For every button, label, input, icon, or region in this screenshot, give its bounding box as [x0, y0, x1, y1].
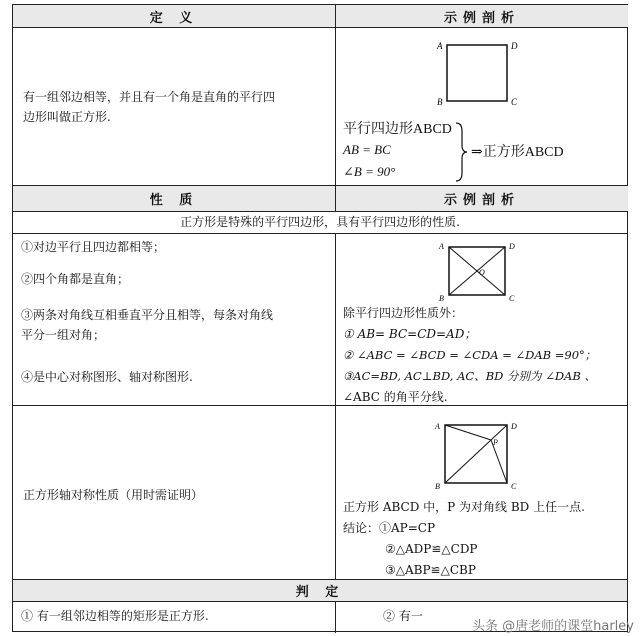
symmetry-line: ③△ABP≌△CBP [385, 563, 476, 577]
column-divider [335, 601, 336, 633]
column-divider [335, 233, 336, 579]
brace-icon [453, 121, 469, 183]
example-line: ③AC=BD, AC⊥BD, AC、BD 分别为 ∠DAB 、 [343, 369, 596, 383]
vertex-d: D [511, 41, 518, 51]
header-example-2: 示例剖析 [336, 186, 628, 211]
definition-line: 边形叫做正方形. [23, 110, 111, 124]
header-example: 示例剖析 [336, 5, 628, 27]
knowledge-table [12, 4, 628, 632]
header-property: 性 质 [13, 186, 335, 211]
property-2: ②四个角都是直角； [21, 272, 130, 286]
watermark: 头条 @唐老师的课堂harley [472, 619, 634, 634]
example-line: ① AB= BC=CD=AD； [343, 327, 477, 341]
diagonal-square-figure [433, 237, 525, 303]
vertex-a: A [435, 422, 440, 431]
vertex-b: B [435, 482, 440, 491]
symmetry-line: ②△ADP≌△CDP [385, 542, 478, 556]
example-line: ∠ABC 的角平分线. [343, 390, 448, 404]
example-line: ② ∠ABC = ∠BCD = ∠CDA = ∠DAB =90°； [343, 348, 597, 362]
property-example-text [343, 303, 627, 408]
vertex-c: C [509, 294, 515, 303]
judgement-right: ② 有一 [383, 609, 423, 623]
symmetry-line: 正方形 ABCD 中，P 为对角线 BD 上任一点. [343, 500, 585, 514]
property-4: ④是中心对称图形、轴对称图形. [21, 370, 193, 384]
judgement-left: ① 有一组邻边相等的矩形是正方形. [21, 609, 209, 623]
symmetry-line: 结论：①AP=CP [343, 521, 436, 535]
divider [13, 601, 627, 602]
header-definition: 定 义 [13, 5, 335, 27]
vertex-a: A [437, 41, 443, 51]
vertex-c: C [511, 97, 518, 107]
header-judgement: 判 定 [13, 580, 627, 601]
reason-conclusion: ⇒正方形ABCD [471, 145, 564, 160]
property-3-line: 平分一组对角； [21, 328, 106, 342]
vertex-b: B [439, 294, 444, 303]
definition-text [23, 87, 328, 127]
center-o: O [479, 268, 485, 277]
point-p: P [493, 438, 498, 447]
point-p-figure [429, 415, 525, 493]
property-intro: 正方形是特殊的平行四边形，具有平行四边形的性质. [180, 215, 460, 229]
property-3 [21, 305, 273, 345]
vertex-b: B [437, 97, 443, 107]
divider [13, 27, 627, 28]
vertex-d: D [511, 422, 517, 431]
reason-premise-3: ∠B = 90° [343, 164, 396, 179]
symmetry-example-text [343, 497, 627, 581]
column-divider [335, 5, 336, 211]
vertex-d: D [509, 242, 515, 251]
property-1: ①对边平行且四边都相等； [21, 240, 166, 254]
symmetry-text: 正方形轴对称性质（用时需证明） [23, 488, 204, 502]
vertex-c: C [511, 482, 517, 491]
reason-premise-1: 平行四边形ABCD [343, 122, 452, 137]
vertex-a: A [439, 242, 444, 251]
property-3-line: ③两条对角线互相垂直平分且相等，每条对角线 [21, 308, 274, 322]
reason-premise-2: AB = BC [343, 142, 391, 157]
divider [13, 233, 627, 234]
definition-line: 有一组邻边相等，并且有一个角是直角的平行四 [23, 90, 276, 104]
square-figure [431, 35, 531, 111]
example-line: 除平行四边形性质外： [343, 306, 464, 320]
